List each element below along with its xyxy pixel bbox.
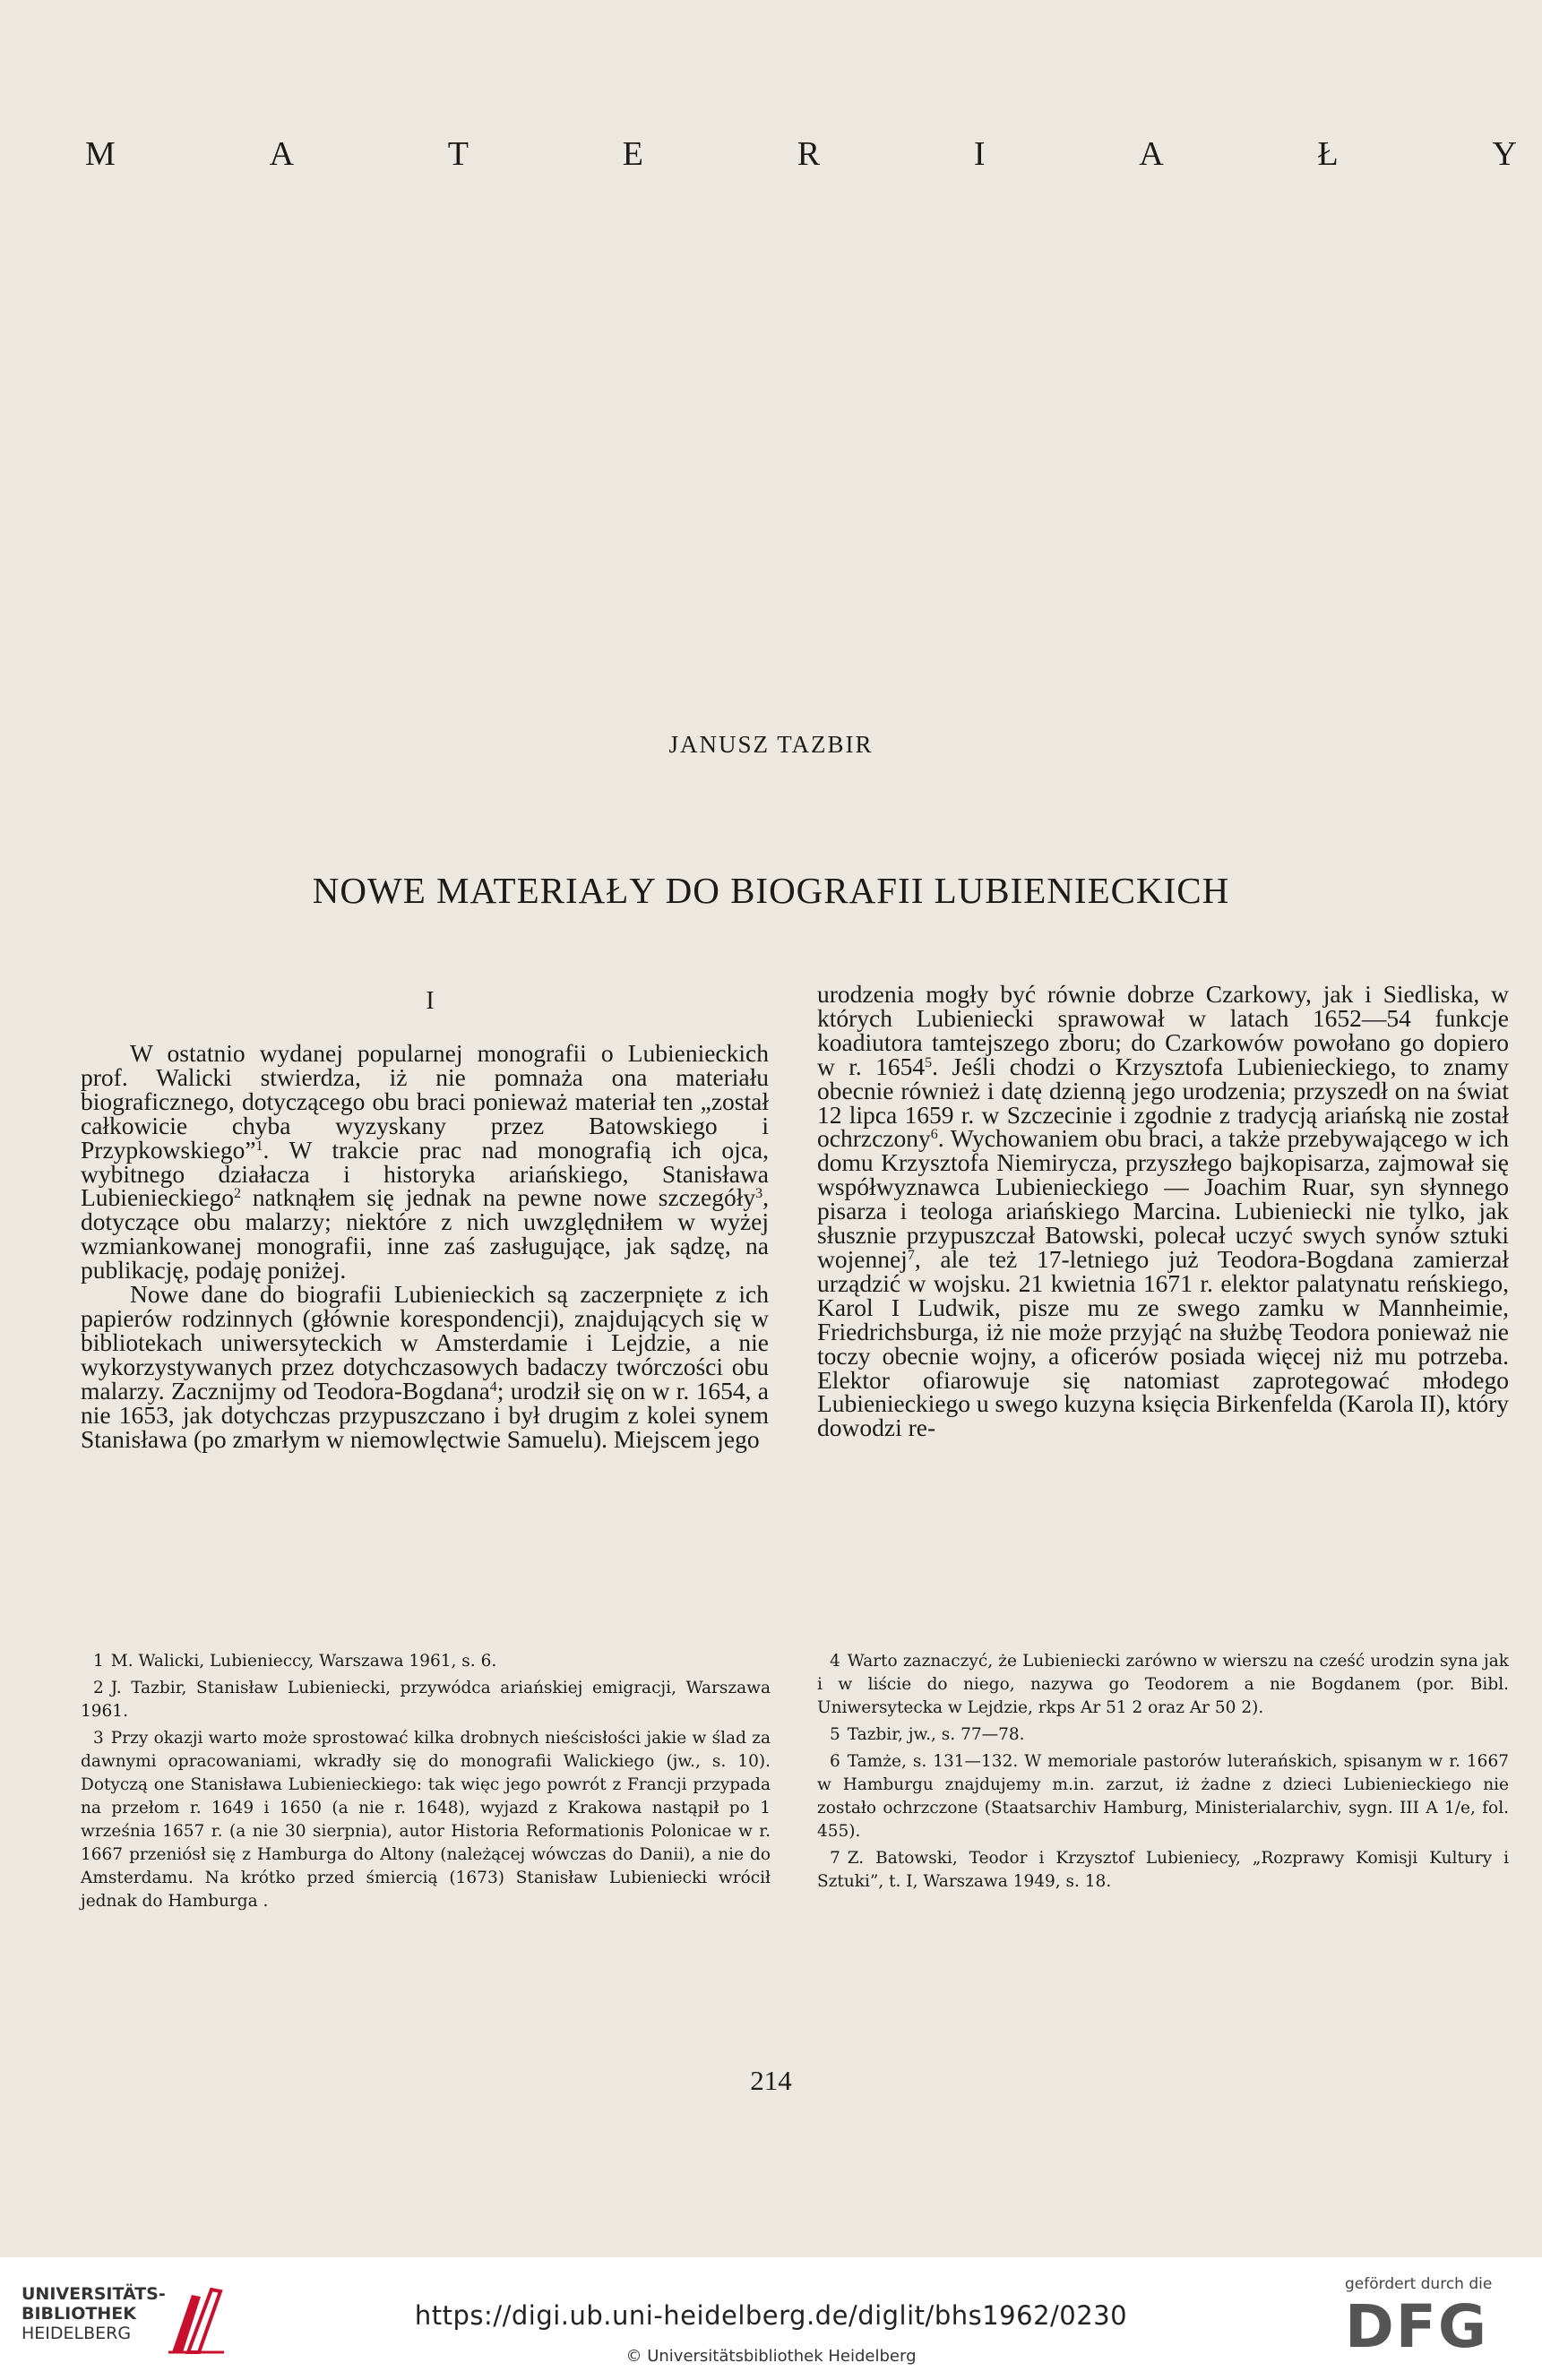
paragraph xyxy=(817,980,1510,1442)
page-number: 214 xyxy=(750,2065,792,2096)
text-run: . Wychowaniem obu braci, a także przebywającego w ich domu Krzysztofa Niemirycza, przyszłego bajkopisarza, zajmował się współwyznawca Lubienieckiego — Joachim Ruar, syn słynnego pisarza i teologa ariańskiego Marcina. Lubieniecki nie tylko, jak słusznie przypuszczał Batowski, polecał uczyć swych synów sztuki wojennej xyxy=(817,1124,1509,1273)
footnote xyxy=(817,1723,1509,1747)
section-number: I xyxy=(426,987,435,1015)
library-name-line: UNIVERSITÄTS- xyxy=(22,2284,166,2304)
footnote-ref: 6 xyxy=(930,1127,938,1143)
dfg-logo-icon xyxy=(1345,2295,1506,2354)
footnotes-left xyxy=(81,1650,771,1917)
running-head-letter: R xyxy=(797,135,823,173)
running-head-letter: I xyxy=(973,135,987,173)
footnote-ref: 5 xyxy=(925,1054,933,1070)
running-head-letter: A xyxy=(1139,135,1166,173)
text-run: W ostatnio wydanej popularnej monografii o Lubienieckich prof. Walicki stwierdza, iż nie pomnaża ona materiału biograficznego, dotyczącego obu braci ponieważ materiał ten „został całkowicie chyba wyzyskany przez Batowskiego i Przypkowskiego” xyxy=(81,1039,769,1164)
text-run: natknąłem się jednak na pewne nowe szczegóły xyxy=(241,1183,756,1212)
running-head-letter: A xyxy=(269,135,297,173)
funder-caption: gefördert durch die xyxy=(1345,2275,1493,2293)
footnote-number: 5 xyxy=(830,1725,840,1744)
text-run: urodzenia mogły być równie dobrze Czarkowy, jak i Siedliska, w których Lubieniecki sprawował w latach 1652—54 funkcje koadiutora tamtejszego zboru; do Czarkowów powołano go dopiero w r. 1654 xyxy=(817,980,1509,1080)
text-run: ; urodził się on w r. 1654, a nie 1653, jak dotychczas przypuszczano i był drugim z kolei synem Stanisława (po zmarłym w niemowlęctwie Samuelu). Miejscem jego xyxy=(81,1376,769,1453)
text-run: . Jeśli chodzi o Krzysztofa Lubienieckiego, to znamy obecnie również i datę dzienną jego urodzenia; przyszedł on na świat 12 lipca 1659 r. w Szczecinie i zgodnie z tradycją ariańską nie został ochrzczony xyxy=(817,1052,1510,1153)
permalink-url[interactable]: https://digi.ub.uni-heidelberg.de/diglit/bhs1962/0230 xyxy=(414,2300,1128,2331)
footnote-ref: 4 xyxy=(489,1379,497,1395)
footnote-number: 1 xyxy=(93,1652,104,1671)
footnote-text: M. Walicki, Lubienieccy, Warszawa 1961, s. 6. xyxy=(110,1652,497,1671)
footnote-ref: 2 xyxy=(234,1186,242,1202)
footnotes-right xyxy=(817,1650,1509,1897)
footnote-number: 2 xyxy=(93,1679,104,1697)
footnote xyxy=(817,1750,1509,1843)
footnote xyxy=(81,1650,771,1673)
footnote-number: 3 xyxy=(93,1729,104,1748)
body-column-left xyxy=(81,1039,769,1453)
dfg-funder-logo[interactable] xyxy=(1345,2275,1506,2365)
library-name-line: HEIDELBERG xyxy=(22,2324,132,2343)
paragraph xyxy=(81,1039,769,1285)
copyright-notice: © Universitätsbibliothek Heidelberg xyxy=(625,2347,917,2366)
footnote-text: Warto zaznaczyć, że Lubieniecki zarówno w wierszu na cześć urodzin syna jak i w liście do niego, nazywa go Teodorem a nie Bogdanem (por. Bibl. Uniwersytecka w Lejdzie, rkps Ar 51 2 oraz Ar 50 2). xyxy=(817,1652,1509,1717)
running-head-letter: M xyxy=(85,135,117,173)
paragraph xyxy=(81,1280,769,1453)
footnote-text: J. Tazbir, Stanisław Lubieniecki, przywódca ariańskiej emigracji, Warszawa 1961. xyxy=(81,1679,771,1721)
viewer-footer xyxy=(0,2257,1542,2380)
footnote-number: 4 xyxy=(830,1652,840,1671)
dfg-logo-text: DFG xyxy=(1345,2295,1489,2354)
footnote-text: Przy okazji warto może sprostować kilka drobnych nieścisłości jakie w ślad za dawnymi opracowaniami, wkradły się do monografii Walickiego (jw., s. 10). Dotyczą one Stanisława Lubienieckiego: tak więc jego powrót z Francji przypada na przełom r. 1649 i 1650 (a nie r. 1648), wyjazd z Krakowa nastąpił po 1 września 1657 r. (a nie 30 sierpnia), autor Historia Reformationis Polonicae w r. 1667 przeniósł się z Hamburga do Altony (należącej wówczas do Danii), a nie do Amsterdamu. Na krótko przed śmiercią (1673) Stanisław Lubieniecki wrócił jednak do Hamburga . xyxy=(81,1729,771,1911)
footnote xyxy=(81,1677,771,1723)
footnote-ref: 7 xyxy=(907,1247,915,1263)
running-head-letter: T xyxy=(447,135,470,173)
running-head-letter: Y xyxy=(1492,135,1519,173)
text-run: , ale też 17-letniego już Teodora-Bogdana zamierzał urządzić w wojsku. 21 kwietnia 1671 r. elektor palatynatu reńskiego, Karol I Ludwik, pisze mu ze swego zamku w Mannheimie, Friedrichsburga, iż nie może przyjąć na służbę Teodora ponieważ nie toczy obecnie wojny, a oficerów posiada więcej niż mu potrzeba. Elektor ofiarowuje się natomiast zaprotegować młodego Lubienieckiego u swego kuzyna księcia Birkenfelda (Karola II), który dowodzi re- xyxy=(817,1244,1510,1442)
footnote xyxy=(817,1650,1509,1720)
running-head xyxy=(85,134,1519,174)
article-author: JANUSZ TAZBIR xyxy=(668,731,874,758)
footnote-text: Z. Batowski, Teodor i Krzysztof Lubieniecy, „Rozprawy Komisji Kultury i Sztuki”, t. I, Warszawa 1949, s. 18. xyxy=(817,1849,1509,1891)
library-name-line: BIBLIOTHEK xyxy=(22,2304,136,2324)
footnote-ref: 3 xyxy=(755,1186,763,1202)
footnote-number: 6 xyxy=(830,1752,840,1771)
article-title: NOWE MATERIAŁY DO BIOGRAFII LUBIENIECKICH xyxy=(312,870,1230,911)
text-run: Nowe dane do biografii Lubienieckich są zaczerpnięte z ich papierów rodzinnych (głównie korespondencji), znajdujących się w bibliotekach uniwersyteckich w Amsterdamie i Lejdzie, a nie wykorzystywanych przez dotychczasowych badaczy twórczości obu malarzy. Zacznijmy od Teodora-Bogdana xyxy=(81,1280,769,1405)
text-run: , dotyczące obu malarzy; niektóre z nich uwzględniłem w wyżej wzmiankowanej monografii, inne zaś zasługujące, jak sądzę, na publikację, podaję poniżej. xyxy=(81,1183,769,1285)
footnote xyxy=(817,1847,1509,1894)
footnote-text: Tamże, s. 131—132. W memoriale pastorów luterańskich, spisanym w r. 1667 w Hamburgu znajdujemy m.in. zarzut, iż żadne z dzieci Lubienieckiego nie zostało ochrzczone (Staatsarchiv Hamburg, Ministerialarchiv, sygn. III A 1/e, fol. 455). xyxy=(817,1752,1509,1841)
running-head-letter: Ł xyxy=(1317,135,1340,173)
footnote-text: Tazbir, jw., s. 77—78. xyxy=(847,1725,1025,1744)
footnote xyxy=(81,1727,771,1913)
footnote-number: 7 xyxy=(830,1849,840,1868)
text-run: . W trakcie prac nad monografią ich ojca, wybitnego działacza i historyka ariańskiego, Stanisława Lubienieckiego xyxy=(81,1135,769,1212)
footnote-ref: 1 xyxy=(255,1138,263,1154)
running-head-letter: E xyxy=(622,135,645,173)
body-column-right xyxy=(817,980,1510,1442)
